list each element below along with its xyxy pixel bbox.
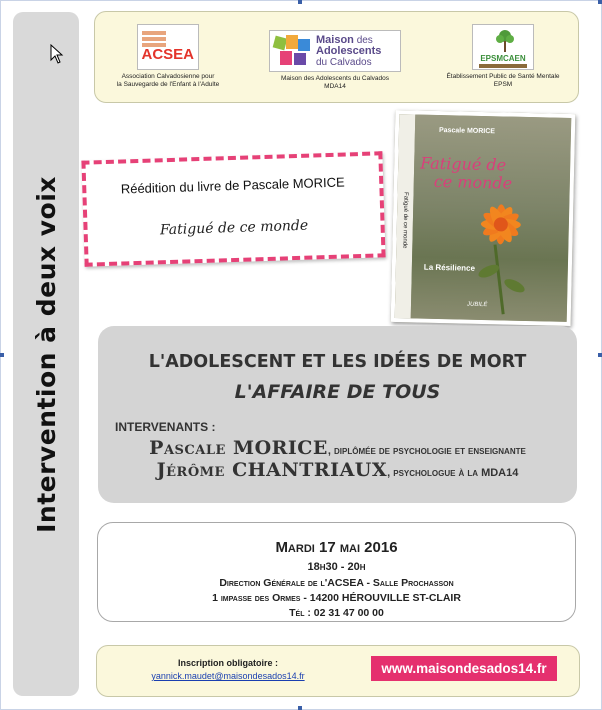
flower-icon: [470, 194, 531, 255]
mda-logo-text: Maison des Adolescents du Calvados: [316, 34, 382, 68]
registration-panel: [96, 645, 580, 697]
event-time: 18h30 - 20h: [307, 561, 366, 573]
selection-handle[interactable]: [598, 353, 602, 357]
side-banner-text-wrap: [13, 12, 79, 696]
partner-logos-panel: [94, 11, 579, 103]
speaker-role: , diplômée de psychologie et enseignante: [327, 445, 526, 457]
registration-email-link[interactable]: yannick.maudet@maisondesados14.fr: [151, 671, 305, 681]
epsm-logo-text: EPSMCAEN: [480, 54, 526, 63]
book-publisher: JUBILÉ: [466, 301, 488, 309]
epsm-logo: [472, 24, 534, 70]
mouse-cursor-icon: [50, 44, 64, 64]
book-collection: La Résilience: [423, 262, 476, 273]
event-address: 1 impasse des Ormes - 14200 HÉROUVILLE ST-CLAIR: [212, 592, 461, 604]
reedition-box: [81, 151, 385, 266]
acsea-caption: [113, 73, 223, 89]
acsea-logo-text: ACSEA: [141, 46, 194, 63]
selection-handle[interactable]: [598, 0, 602, 4]
book-spine-text: Fatigué de ce monde: [401, 191, 409, 249]
mda-logo-icon: [274, 35, 312, 69]
epsm-logo-block: [443, 24, 563, 89]
acsea-caption-line1: Association Calvadosienne pour: [121, 73, 215, 80]
subheadline: L'AFFAIRE DE TOUS: [234, 381, 441, 403]
speaker-2: [98, 459, 577, 481]
side-banner-text: Intervention à deux voix: [31, 175, 61, 533]
event-venue: Direction Générale de l'ACSEA - Salle Prochasson: [219, 577, 454, 589]
mda-caption-line2: MDA14: [324, 83, 346, 90]
mda-caption: [267, 75, 403, 91]
book-author: Pascale MORICE: [438, 126, 496, 136]
epsm-caption: [443, 73, 563, 89]
selection-handle[interactable]: [0, 353, 4, 357]
mda-logo-block: [267, 30, 403, 91]
epsm-caption-line1: Établissement Public de Santé Mentale: [446, 73, 560, 80]
acsea-logo: [137, 24, 199, 70]
reedition-line1: Réédition du livre de Pascale MORICE: [120, 174, 345, 197]
speaker-name: Jérôme CHANTRIAUX: [156, 459, 388, 481]
headline: L'ADOLESCENT ET LES IDÉES DE MORT: [148, 352, 527, 372]
event-date: Mardi 17 mai 2016: [275, 539, 398, 556]
speaker-name: Pascale MORICE: [149, 437, 328, 459]
website-link[interactable]: www.maisondesados14.fr: [371, 656, 557, 681]
speakers-label: INTERVENANTS :: [115, 420, 216, 434]
mda-logo: [269, 30, 401, 72]
reedition-book-title: Fatigué de ce monde: [159, 217, 309, 239]
registration-label: Inscription obligatoire :: [177, 658, 278, 668]
acsea-logo-block: [113, 24, 223, 89]
epsm-caption-line2: EPSM: [493, 81, 513, 88]
acsea-caption-line2: la Sauvegarde de l'Enfant à l'Adulte: [116, 81, 220, 88]
event-phone: Tél : 02 31 47 00 00: [289, 607, 384, 619]
speaker-role: , psychologue à la MDA14: [387, 467, 519, 479]
book-title: Fatigué de ce monde: [420, 153, 513, 193]
selection-handle[interactable]: [298, 706, 302, 710]
book-cover: [391, 110, 576, 326]
main-title-panel: [98, 326, 577, 503]
speaker-1: [98, 437, 577, 459]
tree-icon: [495, 29, 515, 53]
event-details-panel: [97, 522, 576, 622]
selection-handle[interactable]: [298, 0, 302, 4]
mda-caption-line1: Maison des Adolescents du Calvados: [280, 75, 390, 82]
